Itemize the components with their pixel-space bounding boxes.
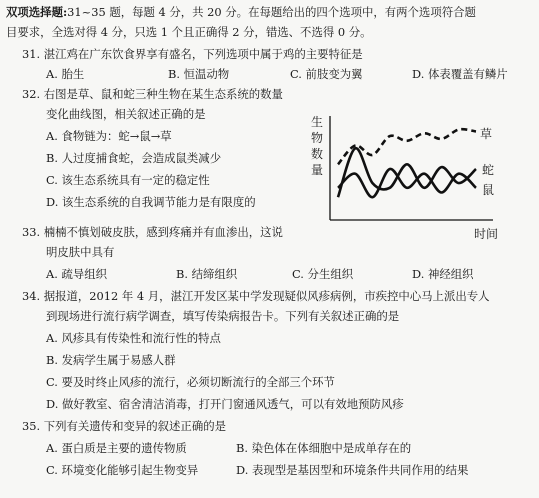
- y-label-char-2: 数: [311, 147, 324, 161]
- q32-option-a[interactable]: A. 食物链为：蛇→鼠→草: [46, 129, 172, 143]
- legend-label-mouse: 鼠: [482, 183, 495, 197]
- q35-option-a[interactable]: A. 蛋白质是主要的遗传物质: [46, 441, 187, 455]
- q32-stem-line2: 变化曲线图，相关叙述正确的是: [46, 107, 206, 121]
- series-grass: [338, 129, 476, 164]
- population-chart: [308, 112, 528, 242]
- y-axis-label: [311, 114, 323, 177]
- q35-option-d[interactable]: D. 表现型是基因型和环境条件共同作用的结果: [236, 463, 469, 477]
- section-heading: 双项选择题:: [6, 5, 68, 19]
- q33-option-a[interactable]: A. 疏导组织: [46, 267, 108, 281]
- q35-stem: 35. 下列有关遗传和变异的叙述正确的是: [22, 419, 226, 433]
- x-axis-label: 时间: [474, 227, 499, 241]
- q32-option-b[interactable]: B. 人过度捕食蛇，会造成鼠类减少: [46, 151, 222, 165]
- legend-label-snake: 蛇: [482, 163, 495, 177]
- q31-stem: 31. 湛江鸡在广东饮食界享有盛名，下列选项中属于鸡的主要特征是: [22, 47, 363, 61]
- q35-option-c[interactable]: C. 环境变化能够引起生物变异: [46, 463, 199, 477]
- q32-option-c[interactable]: C. 该生态系统具有一定的稳定性: [46, 173, 210, 187]
- q34-option-a[interactable]: A. 风疹具有传染性和流行性的特点: [46, 331, 221, 345]
- q33-option-b[interactable]: B. 结缔组织: [176, 267, 238, 281]
- q32-option-d[interactable]: D. 该生态系统的自我调节能力是有限度的: [46, 195, 256, 209]
- q35-option-b[interactable]: B. 染色体在体细胞中是成单存在的: [236, 441, 412, 455]
- series-mouse: [338, 169, 476, 197]
- series-layer: [338, 129, 476, 197]
- section-heading-rest: 31~35 题，每题 4 分，共 20 分。在每题给出的四个选项中，有两个选项符合题: [67, 5, 476, 19]
- q33-option-c[interactable]: C. 分生组织: [292, 267, 354, 281]
- q34-option-b[interactable]: B. 发病学生属于易感人群: [46, 353, 176, 367]
- q31-option-c[interactable]: C. 前肢变为翼: [290, 67, 363, 81]
- q33-stem-line1: 33. 楠楠不慎划破皮肤，感到疼痛并有血渗出，这说: [22, 225, 283, 239]
- q34-option-d[interactable]: D. 做好教室、宿舍清洁消毒，打开门窗通风透气，可以有效地预防风疹: [46, 397, 404, 411]
- q33-stem-line2: 明皮肤中具有: [46, 245, 115, 259]
- series-snake: [338, 148, 476, 197]
- y-label-char-1: 物: [311, 131, 324, 145]
- q33-option-d[interactable]: D. 神经组织: [412, 267, 474, 281]
- q34-stem-line2: 到现场进行流行病学调查，填写传染病报告卡。下列有关叙述正确的是: [46, 309, 400, 323]
- section-instructions: [6, 4, 476, 20]
- q34-option-c[interactable]: C. 要及时终止风疹的流行，必须切断流行的全部三个环节: [46, 375, 335, 389]
- legend-label-grass: 草: [480, 127, 493, 141]
- q31-option-a[interactable]: A. 胎生: [46, 67, 85, 81]
- q31-option-d[interactable]: D. 体表覆盖有鳞片: [412, 67, 508, 81]
- q32-stem-line1: 32. 右图是草、鼠和蛇三种生物在某生态系统的数量: [22, 87, 283, 101]
- section-instructions-line2: 目要求，全选对得 4 分，只选 1 个且正确得 2 分，错选、不选得 0 分。: [6, 25, 372, 39]
- y-label-char-0: 生: [311, 115, 324, 129]
- q31-option-b[interactable]: B. 恒温动物: [168, 67, 230, 81]
- q34-stem-line1: 34. 据报道，2012 年 4 月，湛江开发区某中学发现疑似风疹病例，市疾控中心马上派出专人: [22, 289, 490, 303]
- y-label-char-3: 量: [311, 163, 324, 177]
